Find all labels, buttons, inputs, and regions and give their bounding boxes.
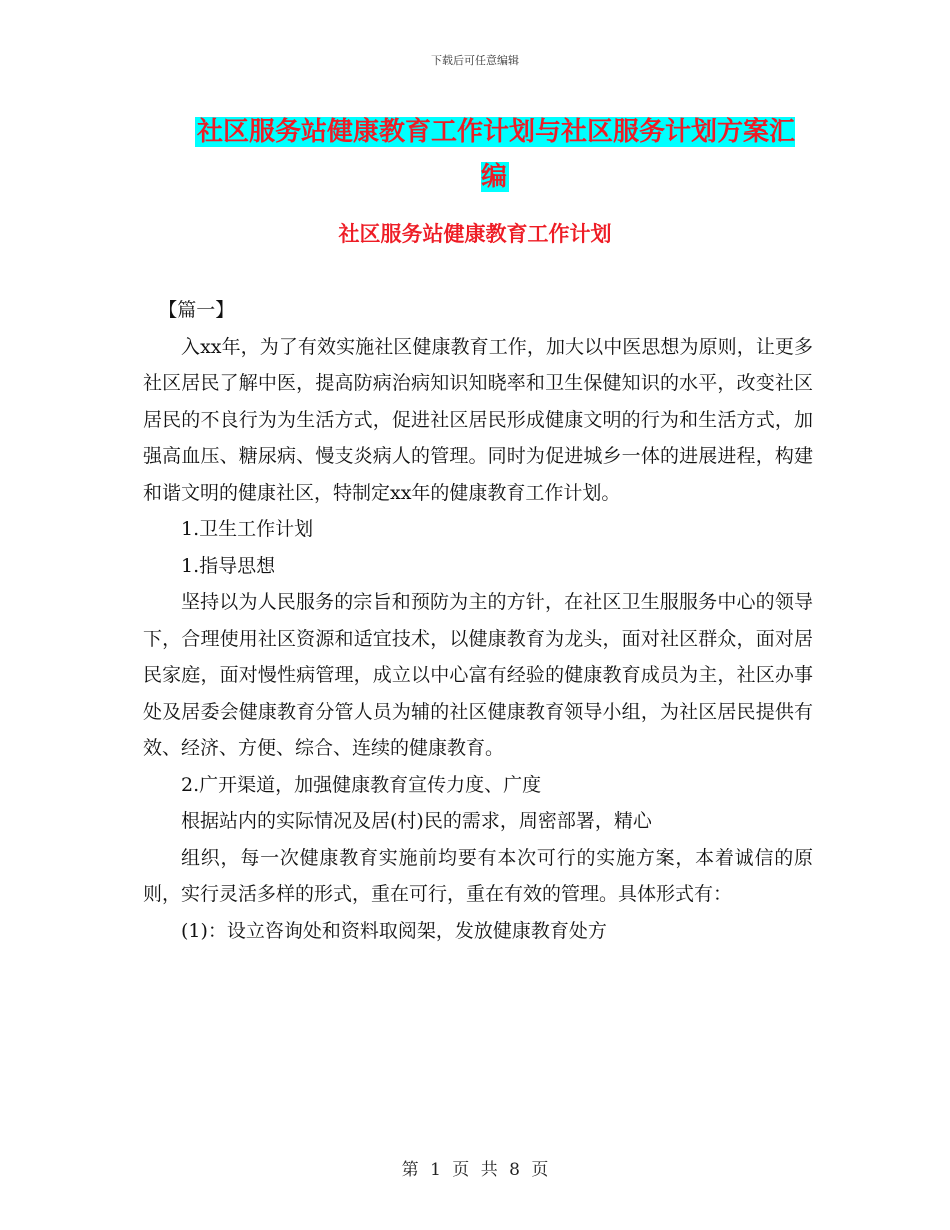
- heading-guiding-thought: 1.指导思想: [181, 554, 276, 577]
- paragraph-guiding-thought: 坚持以为人民服务的宗旨和预防为主的方针，在社区卫生服服务中心的领导下，合理使用社区资源和适宜技术，以健康教育为龙头，面对社区群众，面对居民家庭，面对慢性病管理，成立以中心富有经验的健康教育成员为主，社区办事处及居委会健康教育分管人员为辅的社区健康教育领导小组，为社区居民提供有效、经济、方便、综合、连续的健康教育。: [143, 591, 813, 759]
- part-label: 【篇一】: [158, 299, 235, 321]
- paragraph-channels-2: 组织，每一次健康教育实施前均要有本次可行的实施方案，本着诚信的原则，实行灵活多样的形式，重在可行，重在有效的管理。具体形式有：: [143, 846, 813, 905]
- document-title: [185, 110, 805, 200]
- document-body: [143, 292, 813, 949]
- list-item-1: (1)：设立咨询处和资料取阅架，发放健康教育处方: [181, 919, 607, 942]
- document-title-text: 社区服务站健康教育工作计划与社区服务计划方案汇编: [196, 117, 795, 192]
- page-footer: 第 1 页 共 8 页: [401, 1160, 549, 1180]
- header-note: 下载后可任意编辑: [431, 54, 519, 67]
- paragraph-channels-1: 根据站内的实际情况及居(村)民的需求，周密部署，精心: [181, 810, 652, 832]
- heading-channels: 2.广开渠道，加强健康教育宣传力度、广度: [181, 773, 542, 796]
- paragraph-intro: 入xx年，为了有效实施社区健康教育工作，加大以中医思想为原则，让更多社区居民了解中医，提高防病治病知识知晓率和卫生保健知识的水平，改变社区居民的不良行为为生活方式，促进社区居民形成健康文明的行为和生活方式，加强高血压、糖尿病、慢支炎病人的管理。同时为促进城乡一体的进展进程，构建和谐文明的健康社区，特制定xx年的健康教育工作计划。: [143, 335, 813, 504]
- section-title: 社区服务站健康教育工作计划: [338, 222, 612, 246]
- heading-health-plan: 1.卫生工作计划: [181, 518, 314, 540]
